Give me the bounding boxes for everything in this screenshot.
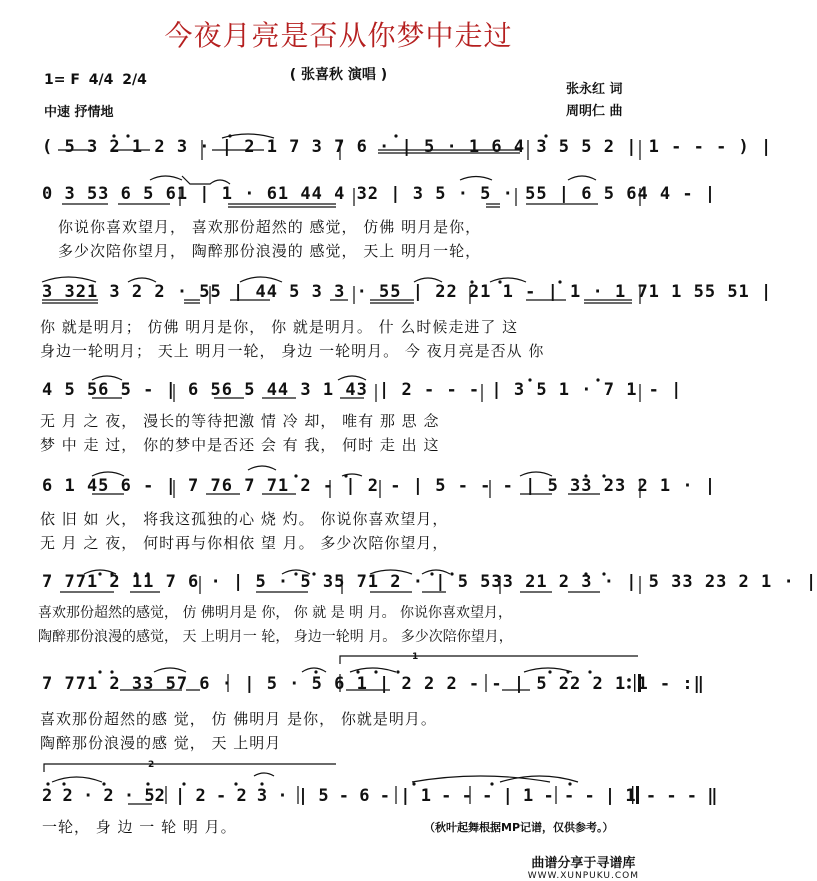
composer-credit: 周明仁 曲: [566, 104, 623, 119]
time-signature-a: 4/4: [88, 72, 114, 88]
line-3-lyric-verse-1: 无 月 之 夜， 漫长的等待把激 情 冷 却， 唯有 那 思 念: [40, 412, 440, 430]
line-7-notes: 2 2 · 2 · 52 | 2 - 2 3 · | 5 - 6 - | 1 - - - | 1 - - - | 1 - - - ‖: [42, 786, 718, 806]
line-6-lyric-verse-1: 喜欢那份超然的感 觉， 仿 佛明月 是你， 你就是明月。: [40, 710, 437, 728]
key-label: 1= F: [44, 72, 80, 88]
slurs-1: [150, 176, 596, 180]
site-name: 曲谱分享于寻谱库: [531, 856, 636, 871]
line-1-notes: 0 3 53 6 5 61 | 1 · 61 44 4 32 | 3 5 · 5 · 55 | 6 5 64 4 - |: [42, 184, 717, 204]
song-title: 今夜月亮是否从你梦中走过: [164, 19, 513, 52]
volta-2-bracket: [44, 764, 336, 772]
line-3-lyric-verse-2: 梦 中 走 过， 你的梦中是否还 会 有 我， 何时 走 出 这: [40, 436, 440, 454]
line-5-notes: 7 771 2 11 7 6 · | 5 · 5 35 71 2 · | 5 533 21 2 3 · | 5 33 23 2 1 · |: [42, 572, 817, 592]
line-4-notes: 6 1 45 6 - | 7 76 7 71 2 - | 2 - | 5 - - - | 5 33 23 2 1 · |: [42, 476, 717, 496]
tie-1: [182, 176, 230, 184]
transcription-note: （秋叶起舞根据MP记谱，仅供参考。）: [424, 821, 614, 834]
line-6-notes: 7 771 2 33 57 6 · | 5 · 5 6 1 | 2 2 2 - - | 5 22 2 1 1 - :‖: [42, 674, 705, 694]
line-5-lyric-verse-1: 喜欢那份超然的感觉， 仿 佛明月是 你， 你 就 是 明 月。 你说你喜欢望月，: [38, 605, 513, 621]
line-4-lyric-verse-2: 无 月 之 夜， 何时再与你相依 望 月。 多少次陪你望月，: [40, 534, 449, 552]
line-2-lyric-verse-2: 身边一轮明月； 天上 明月一轮， 身边 一轮明月。 今 夜月亮是否从 你: [40, 342, 545, 360]
line-2-notes: 3 321 3 2 2 · 55 | 44 5 3 3 · 55 | 22 21 1 - | 1 · 1 71 1 55 51 |: [42, 282, 773, 302]
line-1-lyric-verse-1: 你说你喜欢望月， 喜欢那份超然的 感觉， 仿佛 明月是你，: [58, 218, 482, 236]
time-signature-b: 2/4: [122, 72, 147, 88]
volta-1-bracket: [340, 656, 638, 664]
lyricist-credit: 张永红 词: [566, 82, 623, 97]
beam-lines-1: [62, 204, 598, 207]
volta-1-label: 1: [412, 652, 419, 662]
tempo-marking: 中速 抒情地: [44, 105, 114, 120]
line-3-notes: 4 5 56 5 - | 6 56 5 44 3 1 43 | 2 - - - | 3 5 1 · 7 1 - |: [42, 380, 683, 400]
slurs-4: [92, 466, 552, 476]
line-4-lyric-verse-1: 依 旧 如 火， 将我这孤独的心 烧 灼。 你说你喜欢望月，: [40, 510, 449, 528]
slurs-6: [154, 668, 572, 672]
key-signature: [44, 72, 147, 88]
line-7-lyric: 一轮， 身 边 一 轮 明 月。: [42, 818, 237, 836]
line-6-lyric-verse-2: 陶醉那份浪漫的感 觉， 天 上明月: [40, 734, 282, 752]
intro-notes: ( 5 3 2 1 2 3 · | 2 1 7 3 7 6 · | 5 · 1 6 4 3 5 5 2 | 1 - - - ) |: [42, 137, 773, 157]
song-subtitle: ( 张喜秋 演唱 ): [289, 67, 388, 83]
line-1-lyric-verse-2: 多少次陪你望月， 陶醉那份浪漫的 感觉， 天上 明月一轮，: [58, 242, 482, 260]
site-url: WWW.XUNPUKU.COM: [527, 871, 639, 881]
slurs-7: [52, 773, 578, 782]
site-watermark: [528, 852, 639, 881]
line-2-lyric-verse-1: 你 就是明月； 仿佛 明月是你， 你 就是明月。 什 么时候走进了 这: [40, 318, 519, 336]
line-5-lyric-verse-2: 陶醉那份浪漫的感觉， 天 上明月一 轮， 身边一轮明 月。 多少次陪你望月，: [38, 629, 513, 645]
volta-2-label: 2: [148, 760, 155, 770]
